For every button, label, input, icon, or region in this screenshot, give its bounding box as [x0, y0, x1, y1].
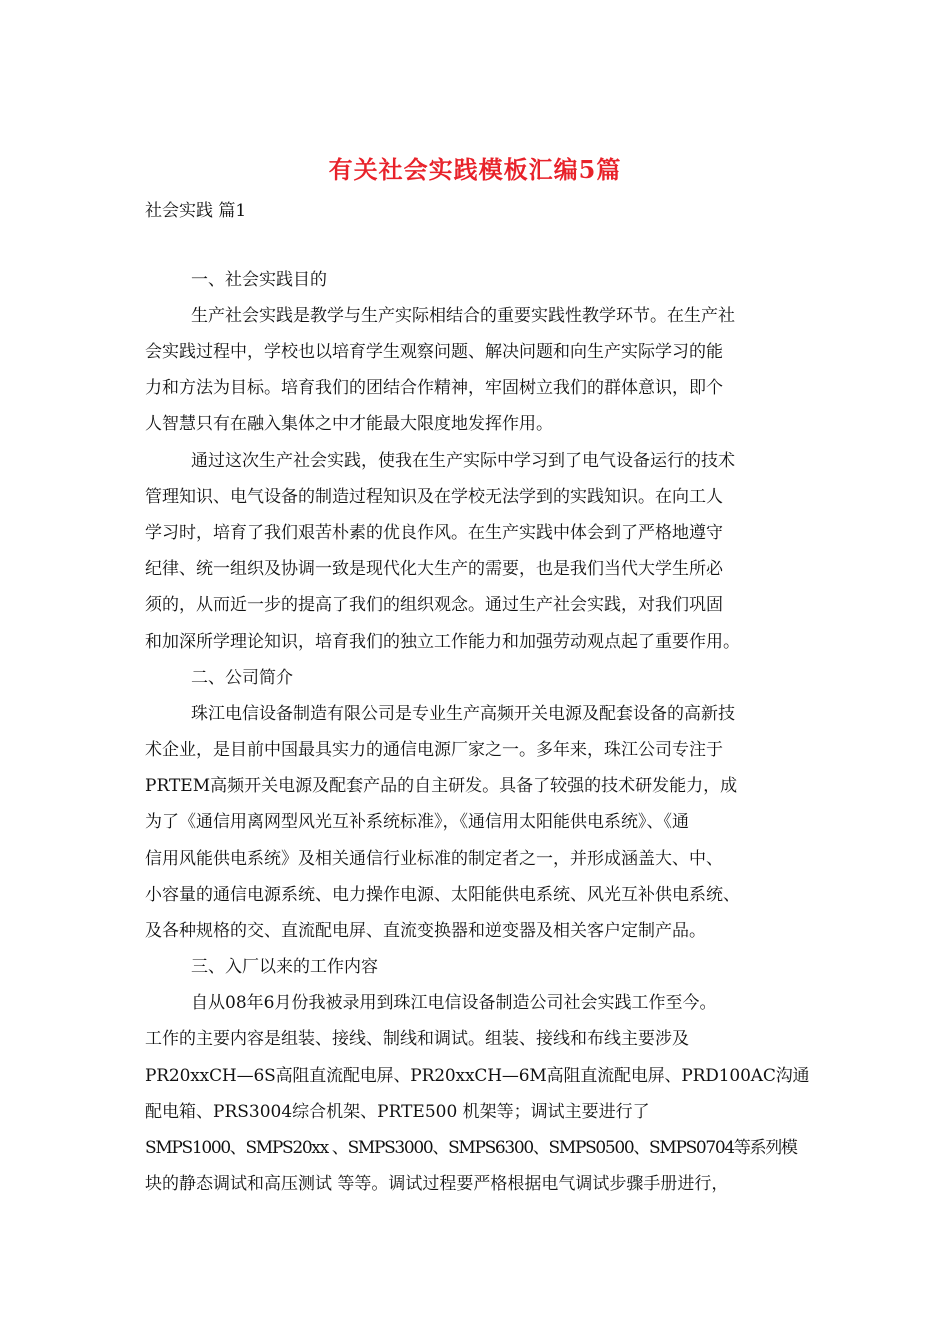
paragraph-line: 人智慧只有在融入集体之中才能最大限度地发挥作用。 — [145, 414, 553, 434]
paragraph-line: 工作的主要内容是组装、接线、制线和调试。组装、接线和布线主要涉及 — [145, 1029, 689, 1049]
paragraph-line: 力和方法为目标。培育我们的团结合作精神，牢固树立我们的群体意识，即个 — [145, 378, 723, 398]
heading-purpose: 一、社会实践目的 — [191, 270, 327, 290]
paragraph-line: 小容量的通信电源系统、电力操作电源、太阳能供电系统、风光互补供电系统、 — [145, 885, 740, 905]
heading-work: 三、入厂以来的工作内容 — [191, 957, 378, 977]
paragraph-line: 和加深所学理论知识，培育我们的独立工作能力和加强劳动观点起了重要作用。 — [145, 632, 740, 652]
paragraph-line: 及各种规格的交、直流配电屏、直流变换器和逆变器及相关客户定制产品。 — [145, 921, 706, 941]
heading-company: 二、公司简介 — [191, 668, 293, 688]
section-subtitle: 社会实践 篇1 — [145, 201, 247, 221]
paragraph-line: 会实践过程中，学校也以培育学生观察问题、解决问题和向生产实际学习的能 — [145, 342, 723, 362]
paragraph-line: 信用风能供电系统》及相关通信行业标准的制定者之一，并形成涵盖大、中、 — [145, 849, 723, 869]
paragraph-line: 管理知识、电气设备的制造过程知识及在学校无法学到的实践知识。在向工人 — [145, 487, 723, 507]
paragraph-line: 术企业，是目前中国最具实力的通信电源厂家之一。多年来，珠江公司专注于 — [145, 740, 723, 760]
paragraph-line: 生产社会实践是教学与生产实际相结合的重要实践性教学环节。在生产社 — [191, 306, 735, 326]
paragraph-line: 学习时，培育了我们艰苦朴素的优良作风。在生产实践中体会到了严格地遵守 — [145, 523, 723, 543]
paragraph-line: SMPS1000、SMPS20xx 、SMPS3000、SMPS6300、SMPS0500、SMPS0704等系列模 — [145, 1138, 797, 1158]
paragraph-line: PRTEM高频开关电源及配套产品的自主研发。具备了较强的技术研发能力，成 — [145, 776, 738, 796]
paragraph-line: 珠江电信设备制造有限公司是专业生产高频开关电源及配套设备的高新技 — [191, 704, 735, 724]
paragraph-line: 为了《通信用离网型风光互补系统标准》，《通信用太阳能供电系统》、《通 — [145, 812, 689, 832]
paragraph-line: 通过这次生产社会实践，使我在生产实际中学习到了电气设备运行的技术 — [191, 451, 735, 471]
paragraph-line: 块的静态调试和高压测试 等等。调试过程要严格根据电气调试步骤手册进行， — [145, 1174, 729, 1194]
document-title: 有关社会实践模板汇编5篇 — [328, 155, 622, 184]
paragraph-line: 自从08年6月份我被录用到珠江电信设备制造公司社会实践工作至今。 — [191, 993, 717, 1013]
paragraph-line: 配电箱、PRS3004综合机架、PRTE500 机架等；调试主要进行了 — [145, 1102, 650, 1122]
paragraph-line: 纪律、统一组织及协调一致是现代化大生产的需要，也是我们当代大学生所必 — [145, 559, 723, 579]
paragraph-line: PR20xxCH—6S高阻直流配电屏、PR20xxCH—6M高阻直流配电屏、PRD100AC沟通 — [145, 1066, 810, 1086]
paragraph-line: 须的，从而近一步的提高了我们的组织观念。通过生产社会实践，对我们巩固 — [145, 595, 723, 615]
